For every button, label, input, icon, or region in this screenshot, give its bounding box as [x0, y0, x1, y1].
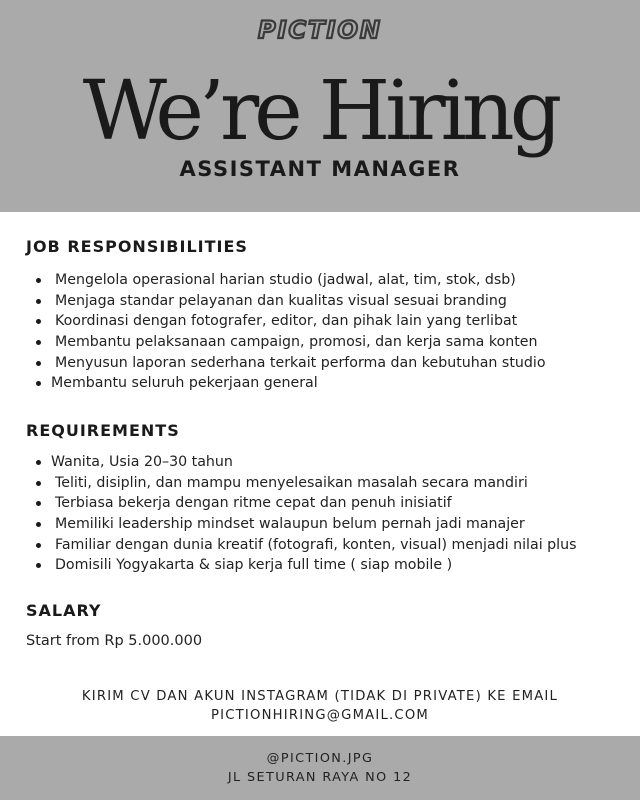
responsibilities-title: JOB RESPONSIBILITIES	[26, 237, 248, 256]
list-item: Mengelola operasional harian studio (jadwal, alat, tim, stok, dsb)	[0, 270, 620, 291]
studio-address: JL SETURAN RAYA NO 12	[227, 770, 413, 785]
piction-logo-icon	[240, 10, 400, 46]
cta-line: KIRIM CV DAN AKUN INSTAGRAM (TIDAK DI PRIVATE) KE EMAIL	[81, 689, 559, 704]
salary-title: SALARY	[26, 601, 102, 620]
list-item: Familiar dengan dunia kreatif (fotografi, konten, visual) menjadi nilai plus	[0, 535, 620, 556]
responsibilities-list	[0, 270, 620, 394]
list-item: Teliti, disiplin, dan mampu menyelesaikan masalah secara mandiri	[0, 473, 620, 494]
requirements-title: REQUIREMENTS	[26, 421, 180, 440]
salary-amount: Start from Rp 5.000.000	[26, 633, 203, 649]
logo-text: PICTION	[258, 16, 382, 44]
list-item: Wanita, Usia 20–30 tahun	[0, 452, 620, 473]
list-item: Membantu seluruh pekerjaan general	[0, 373, 620, 394]
footer-banner	[0, 736, 640, 800]
position-title: ASSISTANT MANAGER	[179, 157, 461, 181]
list-item: Membantu pelaksanaan campaign, promosi, dan kerja sama konten	[0, 332, 620, 353]
application-email: PICTIONHIRING@GMAIL.COM	[211, 708, 429, 723]
list-item: Koordinasi dengan fotografer, editor, dan pihak lain yang terlibat	[0, 311, 620, 332]
list-item: Menjaga standar pelayanan dan kualitas visual sesuai branding	[0, 291, 620, 312]
hiring-headline: We’re Hiring	[82, 64, 558, 159]
brand-logo	[0, 10, 640, 50]
list-item: Menyusun laporan sederhana terkait performa dan kebutuhan studio	[0, 353, 620, 374]
list-item: Terbiasa bekerja dengan ritme cepat dan penuh inisiatif	[0, 493, 620, 514]
instagram-handle: @PICTION.JPG	[266, 751, 374, 766]
list-item: Memiliki leadership mindset walaupun belum pernah jadi manajer	[0, 514, 620, 535]
list-item: Domisili Yogyakarta & siap kerja full time ( siap mobile )	[0, 555, 620, 576]
header-banner	[0, 0, 640, 212]
requirements-list	[0, 452, 620, 576]
application-instructions	[0, 687, 640, 725]
